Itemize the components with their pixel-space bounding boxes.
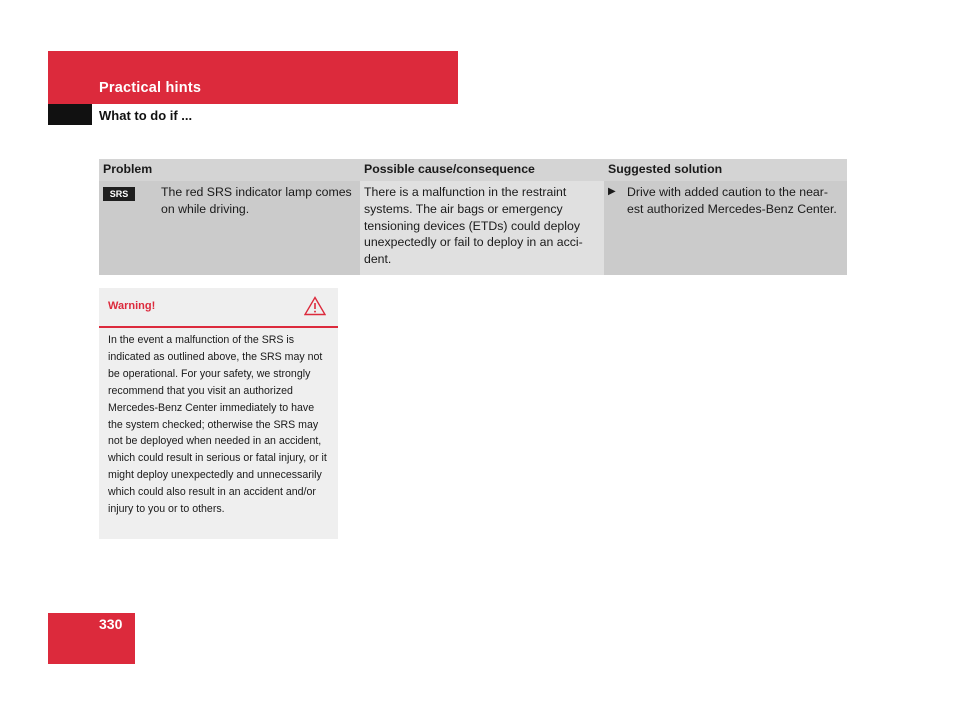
warning-header [99, 288, 338, 328]
solution-cell [604, 181, 847, 275]
warning-box [99, 288, 338, 539]
column-header-problem: Problem [99, 159, 360, 181]
page-number-box [48, 613, 135, 664]
arrow-right-icon: ▶ [608, 186, 616, 197]
problem-cell [99, 181, 360, 275]
header-tab-marker [48, 104, 92, 125]
column-header-cause: Possible cause/consequence [360, 159, 604, 181]
srs-indicator-icon: SRS [103, 187, 135, 201]
solution-text: Drive with added caution to the near-est authorized Mercedes-Benz Center. [627, 185, 837, 216]
problem-text: The red SRS indicator lamp comes on while driving. [161, 185, 352, 216]
warning-triangle-icon [304, 296, 326, 321]
section-title: Practical hints [99, 80, 202, 96]
page-subtitle: What to do if ... [99, 108, 193, 123]
warning-title: Warning! [108, 300, 156, 312]
hints-table [99, 159, 847, 275]
column-header-solution: Suggested solution [604, 159, 847, 181]
warning-text: In the event a malfunction of the SRS is indicated as outlined above, the SRS may not be operational. For your safety, we strongly recommend that you visit an authorized Mercedes-Benz Center immediately to have the system checked; otherwise the SRS may not be deployed when needed in an accident, which could result in serious or fatal injury, or it might deploy unexpectedly and unnecessarily which could also result in an accident and/or injury to you or to others. [108, 334, 327, 516]
page-number: 330 [99, 616, 123, 632]
header-band [48, 51, 458, 104]
table-header-row [99, 159, 847, 181]
table-row [99, 181, 847, 275]
cause-cell: There is a malfunction in the restraint systems. The air bags or emergency tensioning devices (ETDs) could deploy unexpectedly or fail to deploy in an acci-dent. [360, 181, 604, 275]
